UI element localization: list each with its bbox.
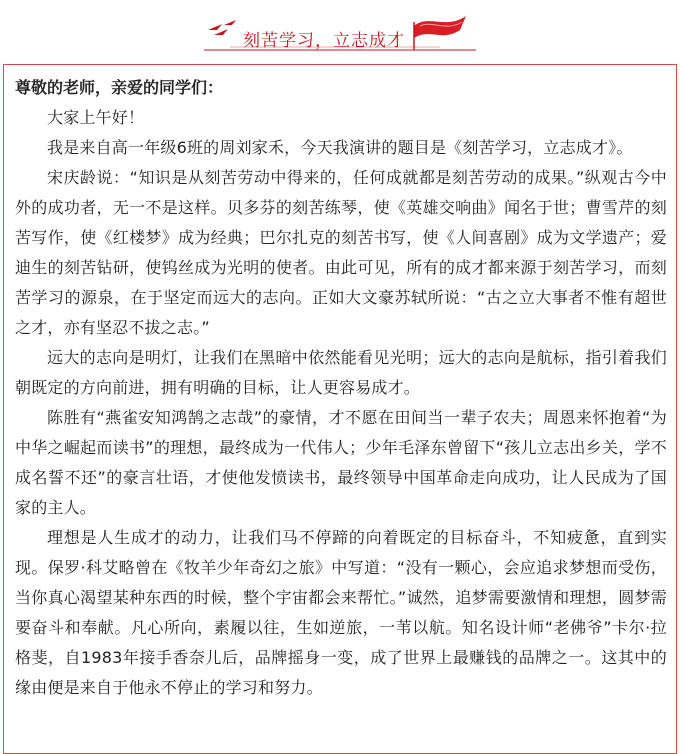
paragraph: 远大的志向是明灯，让我们在黑暗中依然能看见光明；远大的志向是航标，指引着我们朝既定的方向前进，拥有明确的目标，让人更容易成才。: [15, 348, 667, 397]
salutation: 尊敬的老师，亲爱的同学们：: [15, 78, 224, 97]
paragraph: 宋庆龄说：“知识是从刻苦劳动中得来的，任何成就都是刻苦劳动的成果。”纵观古今中外的成功者，无一不是这样。贝多芬的刻苦练琴，使《英雄交响曲》闻名于世；曹雪芹的刻苦写作，使《红楼梦》成为经典；巴尔扎克的刻苦书写，使《人间喜剧》成为文学遗产；爱迪生的刻苦钻研，使钨丝成为光明的使者。由此可见，所有的成才都来源于刻苦学习，而刻苦学习的源泉，在于坚定而远大的志向。正如大文豪苏轼所说：“古之立大事者不惟有超世之才，亦有坚忍不拔之志。”: [15, 168, 667, 337]
title-decoration: [200, 8, 480, 52]
paragraph: 理想是人生成才的动力，让我们马不停蹄的向着既定的目标奋斗，不知疲惫，直到实现。保罗·科艾略曾在《牧羊少年奇幻之旅》中写道：“没有一颗心，会应追求梦想而受伤，当你真心渴望某种东西的时候，整个宇宙都会来帮忙。”诚然，追梦需要激情和理想，圆梦需要奋斗和奉献。凡心所向，素履以往，生如逆旅，一苇以航。知名设计师“老佛爷”卡尔·拉格斐，自1983年接手香奈儿后，品牌摇身一变，成了世界上最赚钱的品牌之一。这其中的缘由便是来自于他永不停止的学习和努力。: [15, 528, 667, 697]
header-banner: [0, 0, 684, 62]
speech-card: [3, 64, 677, 754]
speech-content: [15, 73, 667, 703]
paragraph: 大家上午好！: [47, 108, 145, 127]
paragraph: 陈胜有“燕雀安知鸿鹄之志哉”的豪情，才不愿在田间当一辈子农夫；周恩来怀抱着“为中华之崛起而读书”的理想，最终成为一代伟人；少年毛泽东曾留下“孩儿立志出乡关，学不成名誓不还”的豪言壮语，才使他发愤读书，最终领导中国革命走向成功，让人民成为了国家的主人。: [15, 408, 667, 517]
page-title: 刻苦学习，立志成才: [243, 31, 405, 51]
flying-birds-icon: [208, 20, 236, 35]
paragraph: 我是来自高一年级6班的周刘家禾，今天我演讲的题目是《刻苦学习，立志成才》。: [47, 138, 633, 157]
red-flag-icon: [414, 16, 466, 50]
